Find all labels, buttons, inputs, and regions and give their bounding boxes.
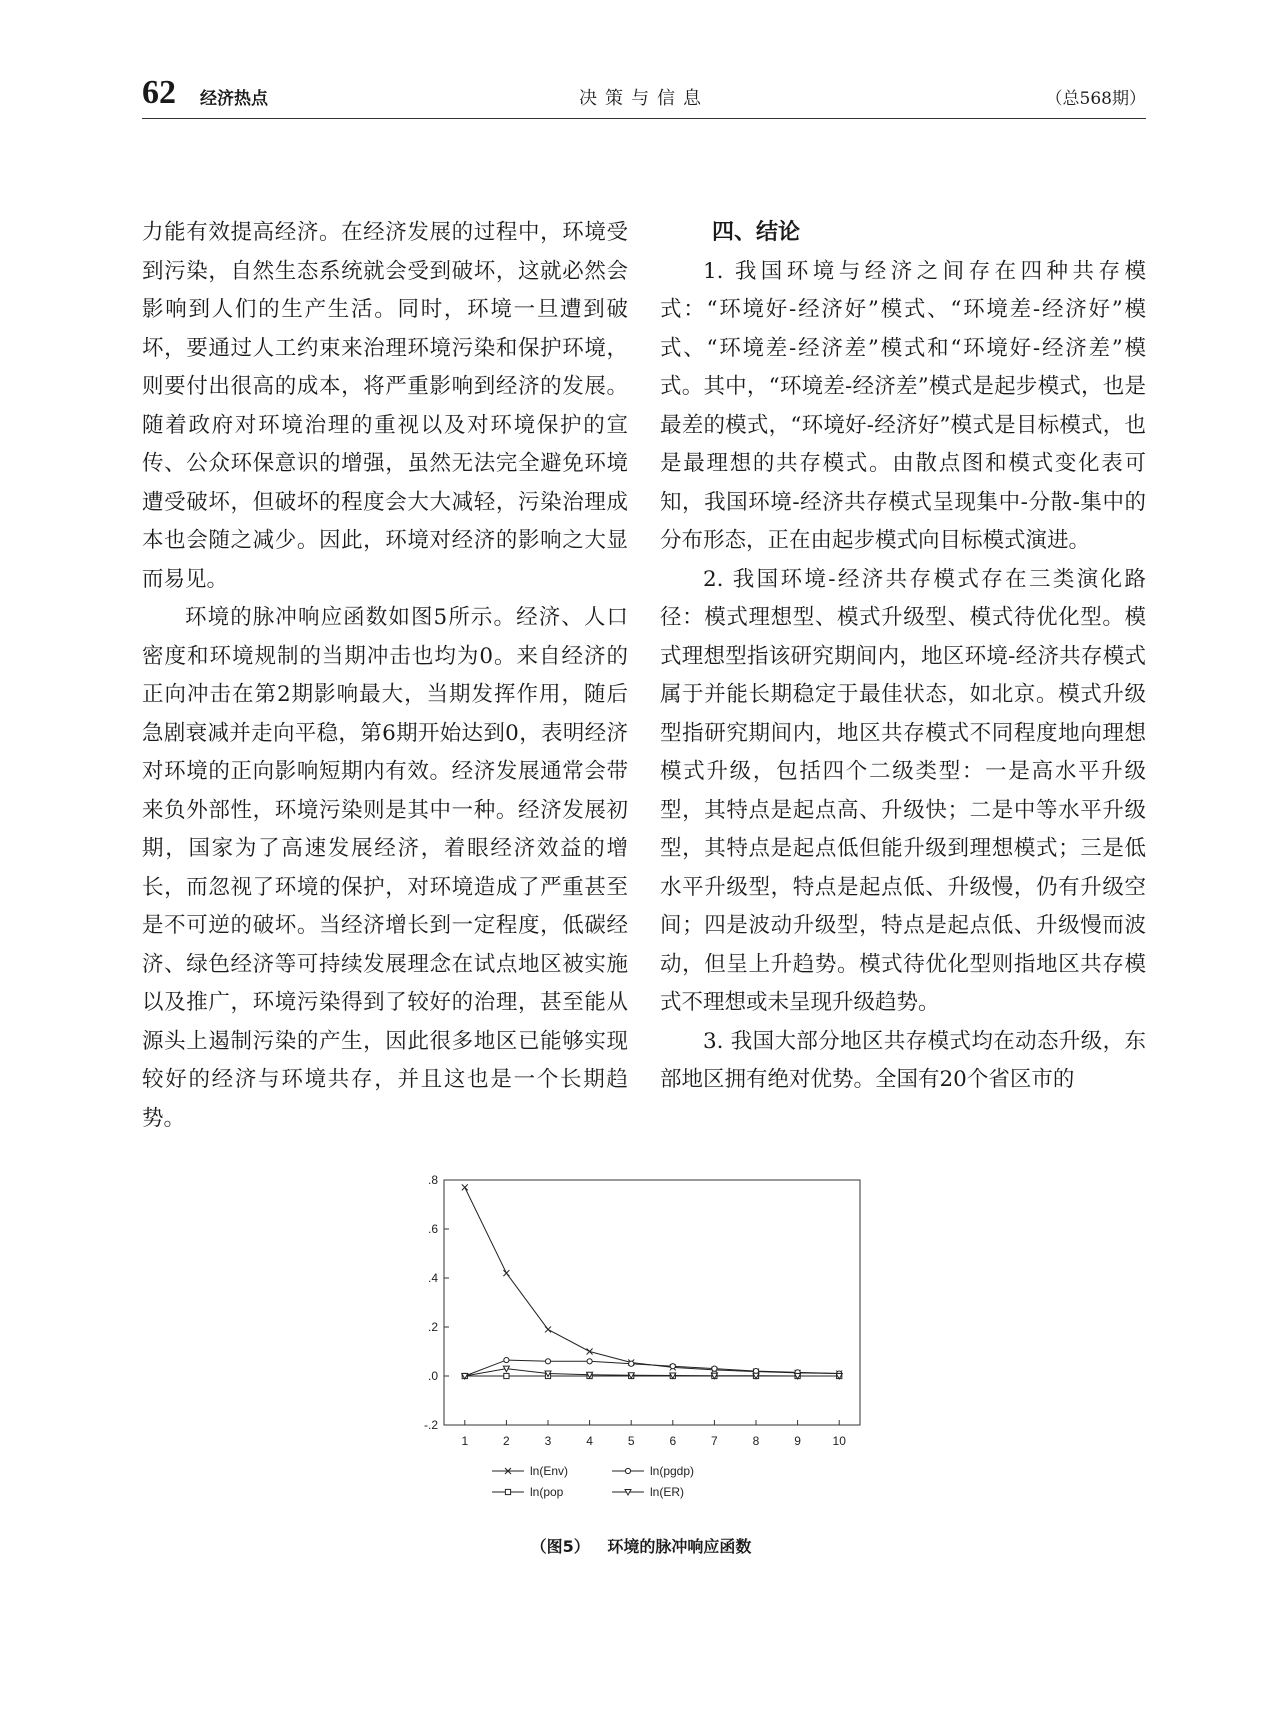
x-tick-label: 7 bbox=[711, 1434, 718, 1448]
data-point bbox=[462, 1184, 468, 1190]
legend-marker bbox=[625, 1468, 630, 1473]
paragraph: 环境的脉冲响应函数如图5所示。经济、人口密度和环境规制的当期冲击也均为0。来自经济的正向冲击在第2期影响最大，当期发挥作用，随后急剧衰减并走向平稳，第6期开始达到0，表明经济对环境的正向影响短期内有效。经济发展通常会带来负外部性，环境污染则是其中一种。经济发展初期，国家为了高速发展经济，着眼经济效益的增长，而忽视了环境的保护，对环境造成了严重甚至是不可逆的破坏。当经济增长到一定程度，低碳经济、绿色经济等可持续发展理念在试点地区被实施以及推广，环境污染得到了较好的治理，甚至能从源头上遏制污染的产生，因此很多地区已能够实现较好的经济与环境共存，并且这也是一个长期趋势。 bbox=[142, 605, 628, 1131]
data-point bbox=[712, 1366, 717, 1371]
data-point bbox=[545, 1359, 550, 1364]
legend-marker bbox=[505, 1489, 510, 1494]
x-tick-label: 2 bbox=[503, 1434, 510, 1448]
x-tick-label: 6 bbox=[669, 1434, 677, 1448]
data-point bbox=[587, 1349, 593, 1355]
data-point bbox=[629, 1361, 634, 1366]
data-point bbox=[503, 1270, 509, 1276]
page-number: 62 bbox=[142, 74, 176, 111]
journal-title: 决策与信息 bbox=[579, 88, 709, 109]
issue-number: （总568期） bbox=[1045, 89, 1146, 109]
x-tick-label: 10 bbox=[832, 1434, 846, 1448]
paragraph: 3. 我国大部分地区共存模式均在动态升级，东部地区拥有绝对优势。全国有20个省区市的 bbox=[660, 1028, 1146, 1092]
x-tick-label: 3 bbox=[544, 1434, 552, 1448]
y-tick-label: .2 bbox=[427, 1320, 438, 1334]
y-tick-label: .4 bbox=[427, 1271, 438, 1285]
data-point bbox=[587, 1359, 592, 1364]
data-point bbox=[545, 1326, 551, 1332]
x-tick-label: 1 bbox=[461, 1434, 469, 1448]
right-column bbox=[660, 214, 1146, 1100]
x-tick-label: 8 bbox=[752, 1434, 760, 1448]
plot-frame bbox=[444, 1180, 860, 1425]
legend-label: ln(Env) bbox=[530, 1464, 569, 1478]
data-point bbox=[504, 1373, 509, 1378]
legend-label: ln(pgdp) bbox=[650, 1464, 695, 1478]
x-tick-label: 4 bbox=[586, 1434, 593, 1448]
figure-impulse-response bbox=[408, 1168, 888, 1568]
page-header bbox=[142, 66, 1146, 120]
x-tick-label: 9 bbox=[794, 1434, 801, 1448]
legend-label: ln(ER) bbox=[650, 1485, 685, 1499]
left-column bbox=[142, 214, 628, 1138]
figure-caption bbox=[0, 1534, 1282, 1557]
y-tick-label: .6 bbox=[427, 1222, 438, 1236]
legend-label: ln(pop bbox=[530, 1485, 564, 1499]
paragraph: 力能有效提高经济。在经济发展的过程中，环境受到污染，自然生态系统就会受到破坏，这就必然会影响到人们的生产生活。同时，环境一旦遭到破坏，要通过人工约束来治理环境污染和保护环境，则要付出很高的成本，将严重影响到经济的发展。随着政府对环境治理的重视以及对环境保护的宣传、公众环保意识的增强，虽然无法完全避免环境遭受破坏，但破坏的程度会大大减轻，污染治理成本也会随之减少。因此，环境对经济的影响之大显而易见。 bbox=[142, 220, 628, 592]
caption-title: 环境的脉冲响应函数 bbox=[607, 1537, 752, 1556]
paragraph: 1. 我国环境与经济之间存在四种共存模式：“环境好-经济好”模式、“环境差-经济好”模式、“环境差-经济差”模式和“环境好-经济差”模式。其中，“环境差-经济差”模式是起步模式，也是最差的模式，“环境好-经济好”模式是目标模式，也是最理想的共存模式。由散点图和模式变化表可知，我国环境-经济共存模式呈现集中-分散-集中的分布形态，正在由起步模式向目标模式演进。 bbox=[660, 258, 1146, 553]
header-divider bbox=[142, 118, 1146, 119]
section-label: 经济热点 bbox=[200, 89, 268, 109]
data-point bbox=[670, 1364, 675, 1369]
series-line bbox=[465, 1360, 839, 1376]
impulse-response-chart bbox=[408, 1168, 888, 1528]
data-point bbox=[504, 1357, 509, 1362]
section-heading: 四、结论 bbox=[712, 220, 801, 245]
x-tick-label: 5 bbox=[627, 1434, 635, 1448]
caption-label: （图5） bbox=[530, 1537, 590, 1556]
y-tick-label: .8 bbox=[427, 1173, 438, 1187]
series-line bbox=[465, 1187, 839, 1373]
y-tick-label: .0 bbox=[427, 1369, 438, 1383]
paragraph: 2. 我国环境-经济共存模式存在三类演化路径：模式理想型、模式升级型、模式待优化型。模式理想型指该研究期间内，地区环境-经济共存模式属于并能长期稳定于最佳状态，如北京。模式升级型指研究期间内，地区共存模式不同程度地向理想模式升级，包括四个二级类型：一是高水平升级型，其特点是起点高、升级快；二是中等水平升级型，其特点是起点低但能升级到理想模式；三是低水平升级型，特点是起点低、升级慢，仍有升级空间；四是波动升级型，特点是起点低、升级慢而波动，但呈上升趋势。模式待优化型则指地区共存模式不理想或未呈现升级趋势。 bbox=[660, 566, 1146, 1015]
y-tick-label: -.2 bbox=[423, 1418, 438, 1432]
